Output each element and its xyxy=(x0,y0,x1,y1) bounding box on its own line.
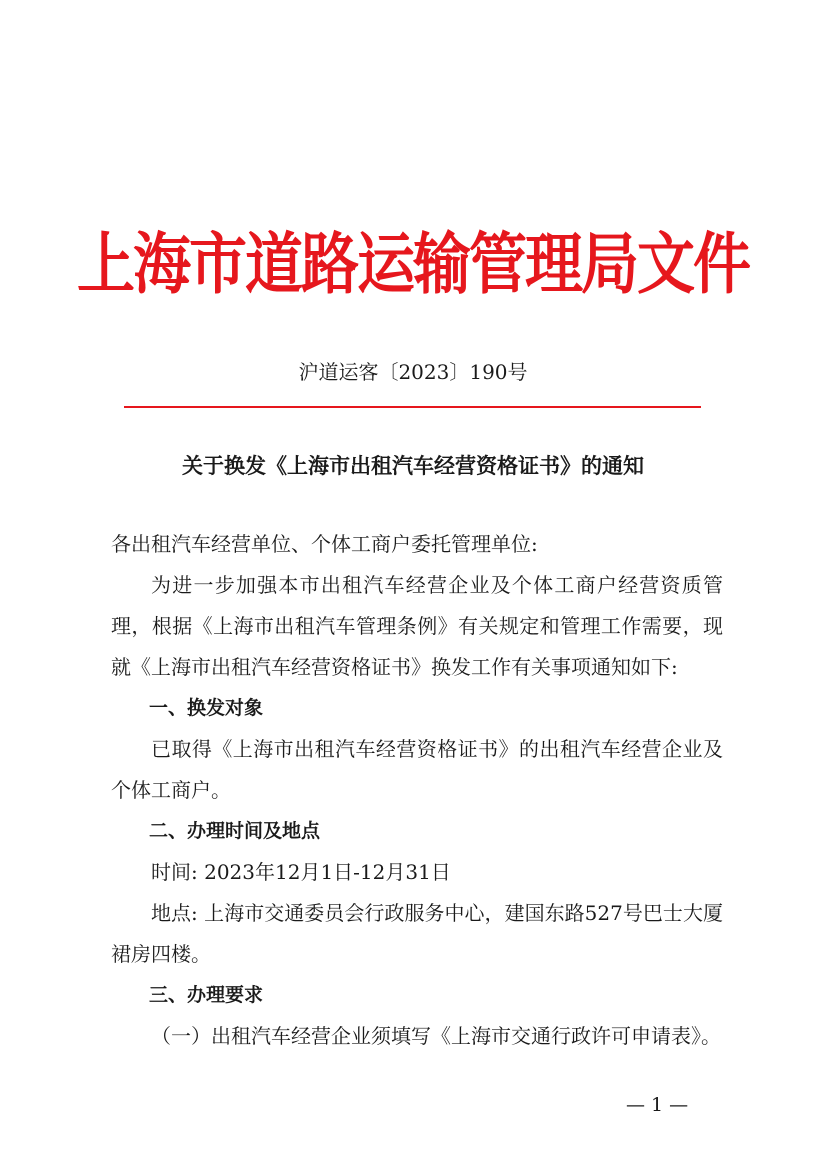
section-text-target: 已取得《上海市出租汽车经营资格证书》的出租汽车经营企业及个体工商户。 xyxy=(111,737,723,802)
section-heading-requirements: 三、办理要求 xyxy=(149,984,264,1006)
document-number: 沪道运客〔2023〕190号 xyxy=(298,360,528,384)
notice-body xyxy=(111,524,723,1057)
notice-title: 关于换发《上海市出租汽车经营资格证书》的通知 xyxy=(182,453,644,478)
intro-paragraph: 为进一步加强本市出租汽车经营企业及个体工商户经营资质管理，根据《上海市出租汽车管理条例》有关规定和管理工作需要，现就《上海市出租汽车经营资格证书》换发工作有关事项通知如下: xyxy=(111,573,723,679)
page-number: — 1 — xyxy=(626,1094,689,1116)
place-line: 地点: 上海市交通委员会行政服务中心，建国东路527号巴士大厦裙房四楼。 xyxy=(111,901,723,966)
red-divider-line xyxy=(124,406,701,408)
requirement-item-1: （一）出租汽车经营企业须填写《上海市交通行政许可申请表》。 xyxy=(151,1024,721,1048)
issuer-header: 上海市道路运输管理局文件 xyxy=(76,224,749,304)
section-heading-target: 一、换发对象 xyxy=(149,697,264,719)
section-heading-time-place: 二、办理时间及地点 xyxy=(149,820,321,842)
time-line: 时间: 2023年12月1日-12月31日 xyxy=(151,860,451,884)
salutation: 各出租汽车经营单位、个体工商户委托管理单位: xyxy=(111,532,538,556)
